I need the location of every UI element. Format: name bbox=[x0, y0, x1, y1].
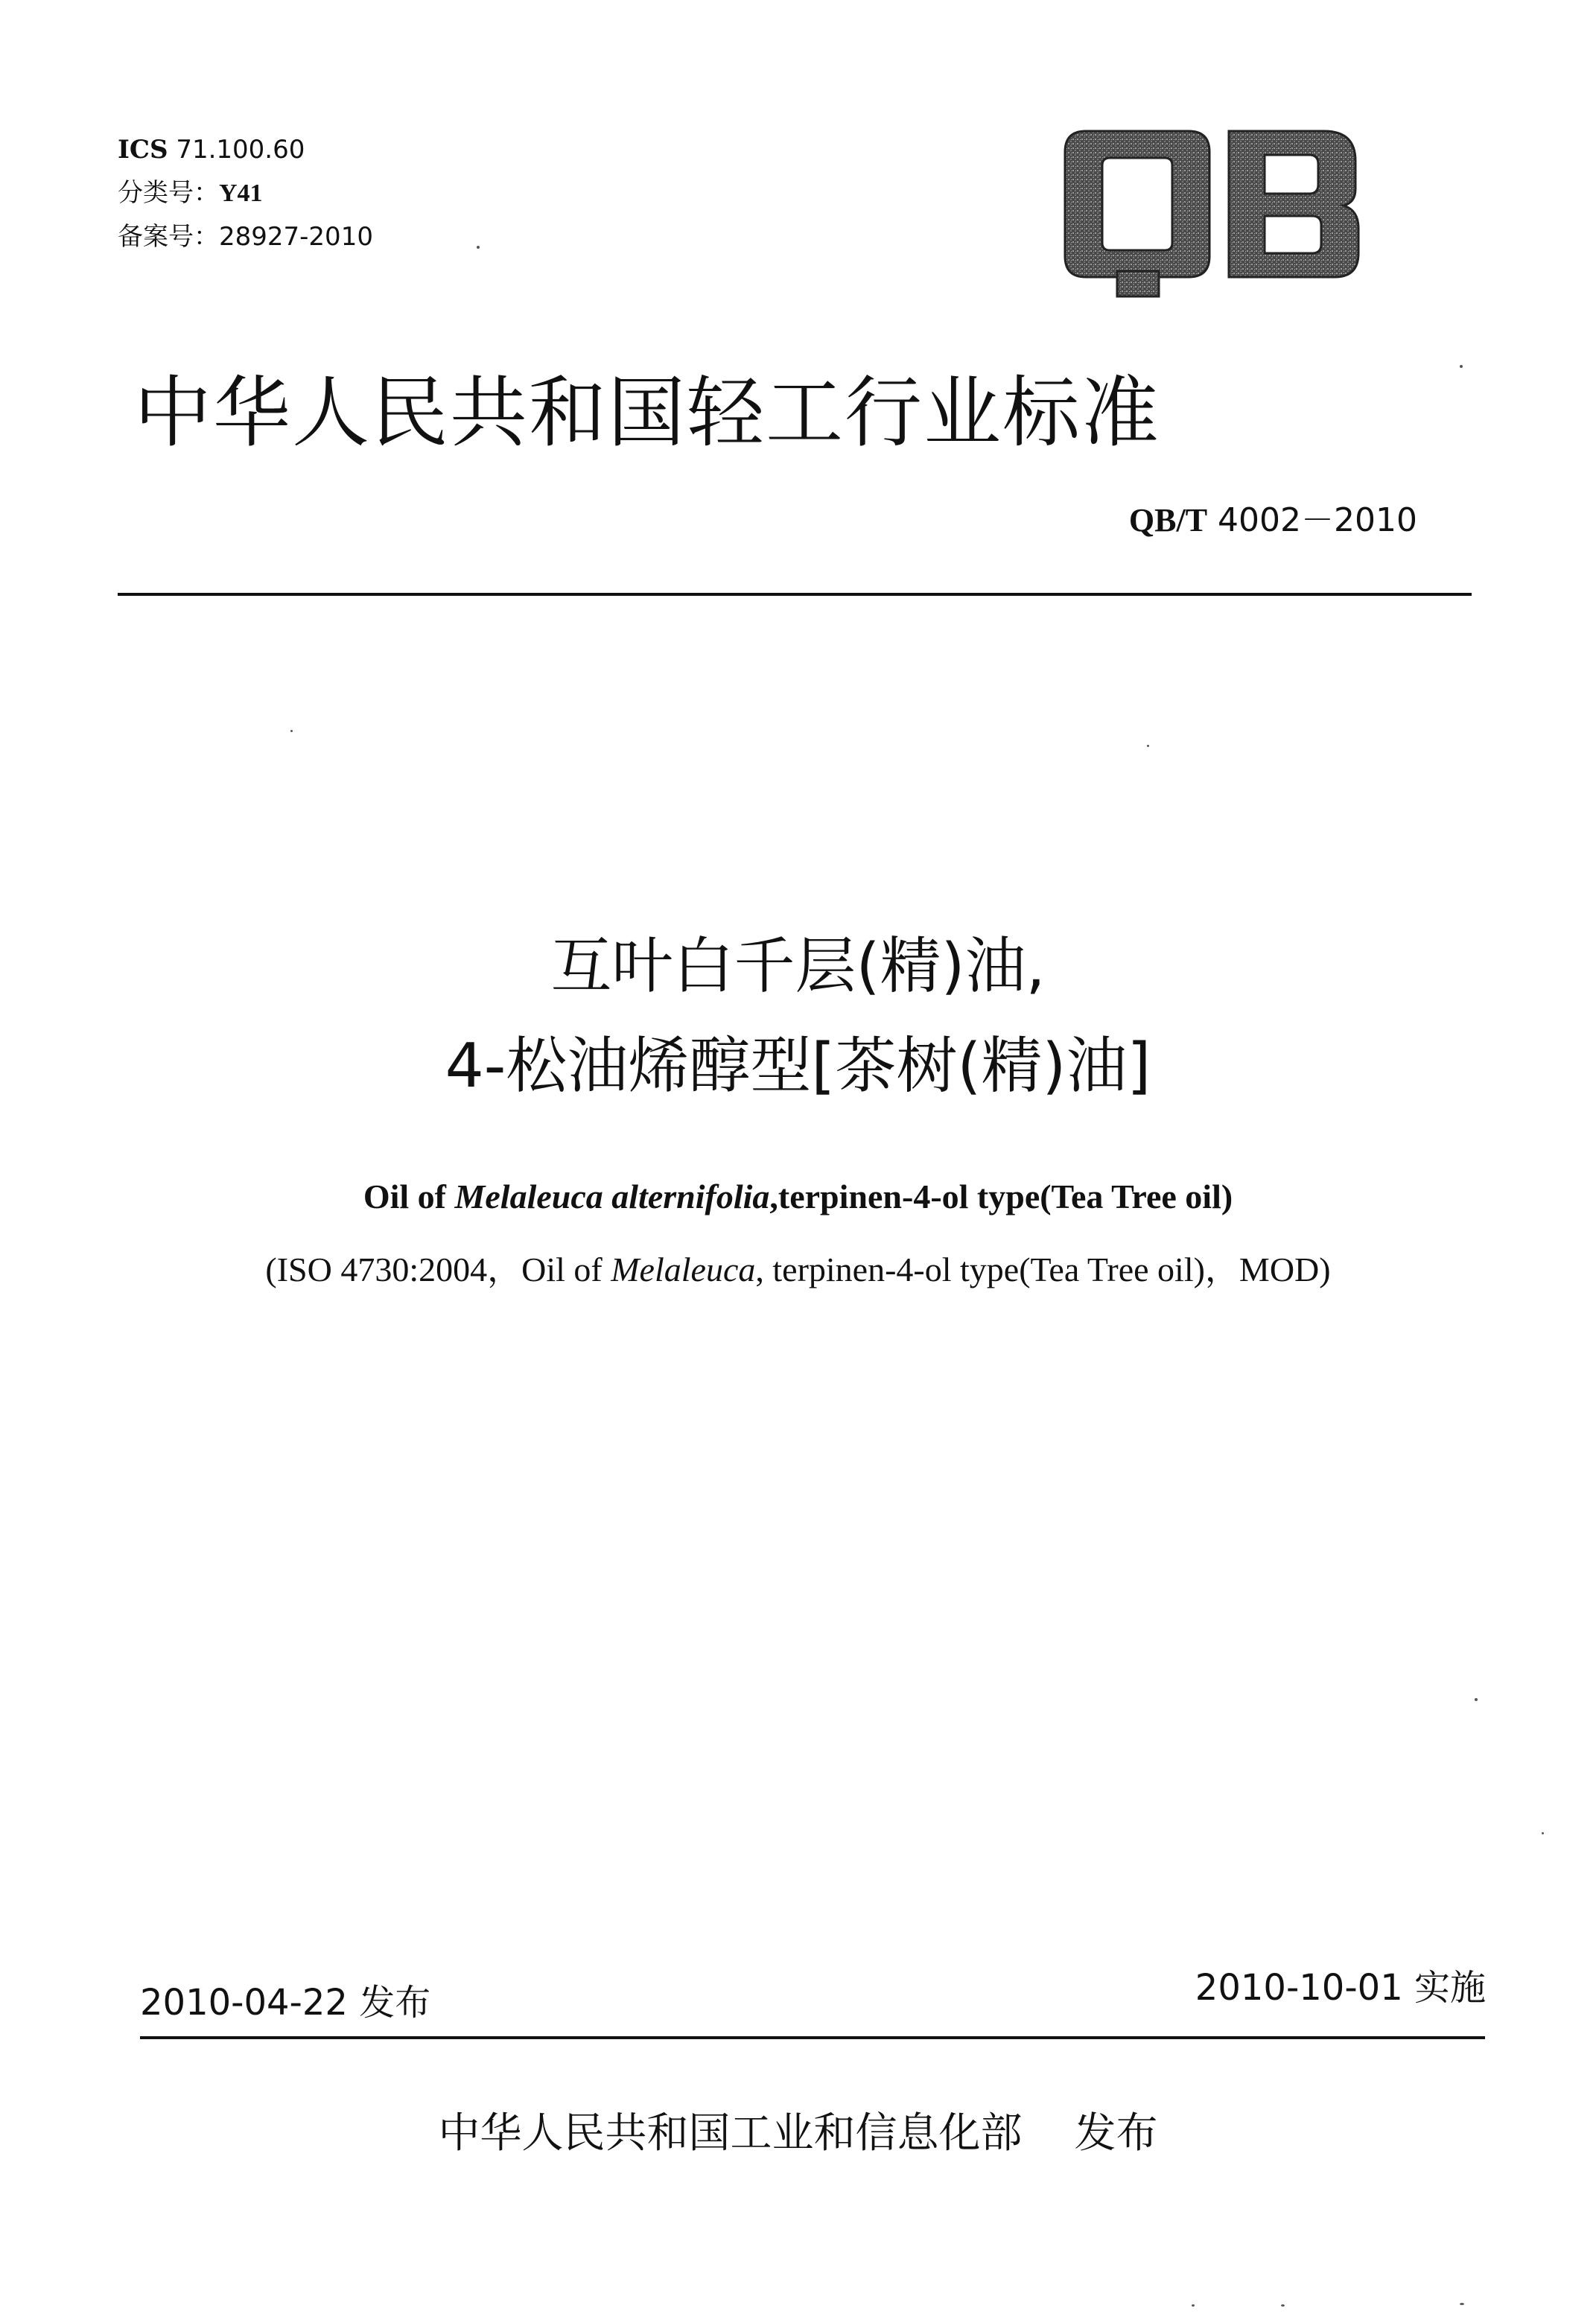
scan-speck bbox=[1542, 1832, 1544, 1834]
record-row bbox=[118, 215, 373, 258]
standard-code-prefix: QB/T bbox=[1128, 502, 1208, 538]
publisher-line bbox=[0, 2100, 1596, 2160]
footer-divider bbox=[140, 2036, 1485, 2039]
scan-speck bbox=[1460, 365, 1463, 368]
scan-speck bbox=[290, 730, 293, 732]
scan-speck bbox=[1460, 2303, 1464, 2305]
en-title-species: Melaleuca alternifolia bbox=[454, 1177, 770, 1215]
header-divider bbox=[118, 593, 1472, 596]
scan-speck bbox=[1192, 2304, 1195, 2307]
standard-code bbox=[1129, 493, 1417, 541]
record-label: 备案号： bbox=[118, 222, 219, 252]
standard-series-title: 中华人民共和国轻工行业标准 bbox=[134, 367, 1161, 458]
document-title-cn-line1: 互叶白千层(精)油, bbox=[550, 931, 1046, 1002]
scan-speck bbox=[1281, 2304, 1285, 2307]
iso-part1: (ISO 4730:2004，Oil of bbox=[265, 1250, 611, 1288]
ics-row bbox=[118, 128, 373, 171]
record-value: 28927-2010 bbox=[219, 222, 373, 252]
iso-part2: , terpinen-4-ol type(Tea Tree oil)，MOD) bbox=[755, 1250, 1331, 1288]
standard-code-number: 4002－2010 bbox=[1218, 501, 1417, 539]
scan-speck bbox=[1147, 745, 1149, 747]
ics-label: ICS bbox=[118, 135, 168, 165]
iso-reference bbox=[0, 1242, 1596, 1291]
publisher-name: 中华人民共和国工业和信息化部 bbox=[438, 2109, 1023, 2158]
document-metadata bbox=[118, 128, 373, 258]
document-title-cn-line2: 4-松油烯醇型[茶树(精)油] bbox=[445, 1031, 1151, 1102]
document-title-en bbox=[0, 1177, 1596, 1216]
implementation-date: 2010-10-01 实施 bbox=[1195, 1967, 1486, 2009]
iso-genus: Melaleuca bbox=[611, 1250, 756, 1288]
en-title-part2: ,terpinen-4-ol type(Tea Tree oil) bbox=[769, 1177, 1233, 1215]
qb-logo bbox=[1064, 125, 1361, 301]
classification-value: Y41 bbox=[219, 179, 263, 207]
scan-speck bbox=[1475, 1698, 1478, 1701]
ics-value: 71.100.60 bbox=[176, 135, 305, 165]
classification-row bbox=[118, 171, 373, 215]
scan-speck bbox=[477, 246, 480, 249]
en-title-part1: Oil of bbox=[363, 1177, 455, 1215]
issue-date: 2010-04-22 发布 bbox=[140, 1982, 431, 2024]
publisher-action: 发布 bbox=[1074, 2109, 1158, 2158]
classification-label: 分类号： bbox=[118, 178, 219, 208]
